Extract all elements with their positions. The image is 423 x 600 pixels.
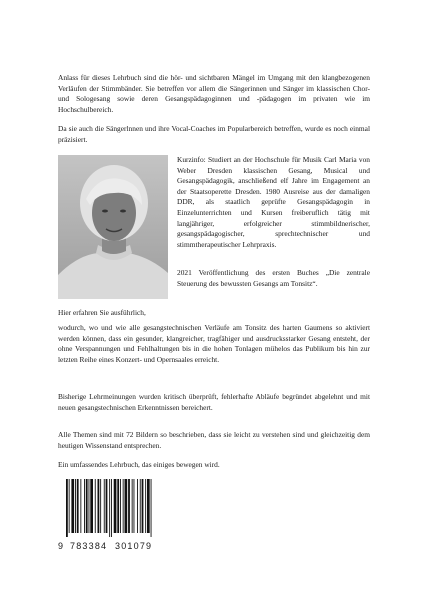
- barcode-bar: [140, 479, 141, 533]
- barcode-bar: [137, 479, 138, 533]
- intro-paragraph: Anlass für dieses Lehrbuch sind die hör- und sichtbaren Mängel im Umgang mit den klangbezogenen Verläufen der Stimmbänder. Sie betreffen vor allem die Sängerinnen und Sänger im klassischen Chor- und Sologesang sowie deren Gesangspädagoginnen und -pädagogen im privaten wie im Hochschulbereich.: [58, 73, 370, 114]
- barcode-bar: [125, 479, 128, 533]
- author-bio: Kurzinfo: Studiert an der Hochschule für Musik Carl Maria von Weber Dresden klassischen Gesang, Musical und Gesangspädagogik, anschließend elf Jahre im Engagement an der Staatsoperette Dresden. 1980 Ausreise aus der damaligen DDR, als staatlich geprüfte Gesangspädagogin in Einzelunterrichten und Kursen freiberuflich tätig mit langjähriger, erfolgreicher stimmbildnerischer, gesangspädagogischer, sprechtechnischer und stimmtherapeutischer Lehrpraxis.: [177, 155, 370, 249]
- technique-paragraph: wodurch, wo und wie alle gesangstechnischen Verläufe am Tonsitz des harten Gaumens so aktiviert werden können, dass ein gesunder, klangreicher, tragfähiger und ausdrucksstarker Gesang entsteht, der ohne Verspannungen und Fehlhaltungen bis in die hohen Tonlagen mühelos das Publikum bis hin zur letzten Reihe eines Konzert- und Opernsaales erreicht.: [58, 323, 370, 364]
- barcode-bar: [117, 479, 119, 533]
- barcode-bar: [100, 479, 101, 533]
- barcode-bar: [106, 479, 108, 533]
- barcode-bar: [90, 479, 93, 533]
- barcode-bar: [80, 479, 81, 533]
- isbn-left-group: 783384: [70, 541, 108, 551]
- barcode-bar: [89, 479, 90, 533]
- barcode-bar: [77, 479, 79, 533]
- isbn-right-group: 301079: [115, 541, 153, 551]
- barcode-bar: [86, 479, 88, 533]
- barcode-bar: [98, 479, 100, 533]
- barcode-bar: [123, 479, 124, 533]
- barcode-bar: [75, 479, 76, 533]
- isbn-lead-digit: 9: [58, 541, 65, 551]
- barcode-bar: [71, 479, 74, 533]
- detail-lead: Hier erfahren Sie ausführlich,: [58, 308, 146, 317]
- review-paragraph: Bisherige Lehrmeinungen wurden kritisch überprüft, fehlerhafte Abläufe begründet abgelehnt und mit neuen gesangstechnischen Erkenntnissen bereichert.: [58, 392, 370, 412]
- popular-paragraph: Da sie auch die Sängerlnnen und ihre Vocal-Coaches im Popularbereich betreffen, wurde es noch einmal präzisiert.: [58, 124, 370, 144]
- barcode-bar: [120, 479, 121, 533]
- barcode-bar: [104, 479, 105, 533]
- barcode-bar: [128, 479, 130, 533]
- barcode-bar: [151, 479, 152, 537]
- barcode-bar: [142, 479, 144, 533]
- barcode-bar: [114, 479, 117, 533]
- barcode-bar: [134, 479, 135, 533]
- author-portrait-icon: [58, 155, 168, 299]
- barcode-bar: [84, 479, 85, 533]
- images-paragraph: Alle Themen sind mit 72 Bildern so beschrieben, dass sie leicht zu verstehen sind und gleichzeitig dem heutigen Wissenstand entsprechen.: [58, 430, 370, 450]
- barcode-bar: [109, 479, 110, 537]
- barcode-bar: [132, 479, 133, 533]
- first-book-note: 2021 Veröffentlichung des ersten Buches „Die zentrale Steuerung des bewussten Gesangs am Tonsitz“.: [177, 268, 370, 288]
- barcode-bar: [147, 479, 150, 533]
- barcode-bar: [95, 479, 96, 533]
- barcode-bar: [69, 479, 70, 533]
- barcode-bar: [145, 479, 146, 533]
- isbn-barcode-icon: [58, 479, 158, 537]
- barcode-bar: [111, 479, 112, 537]
- closing-line: Ein umfassendes Lehrbuch, das einiges bewegen wird.: [58, 460, 220, 469]
- barcode-bar: [66, 479, 68, 537]
